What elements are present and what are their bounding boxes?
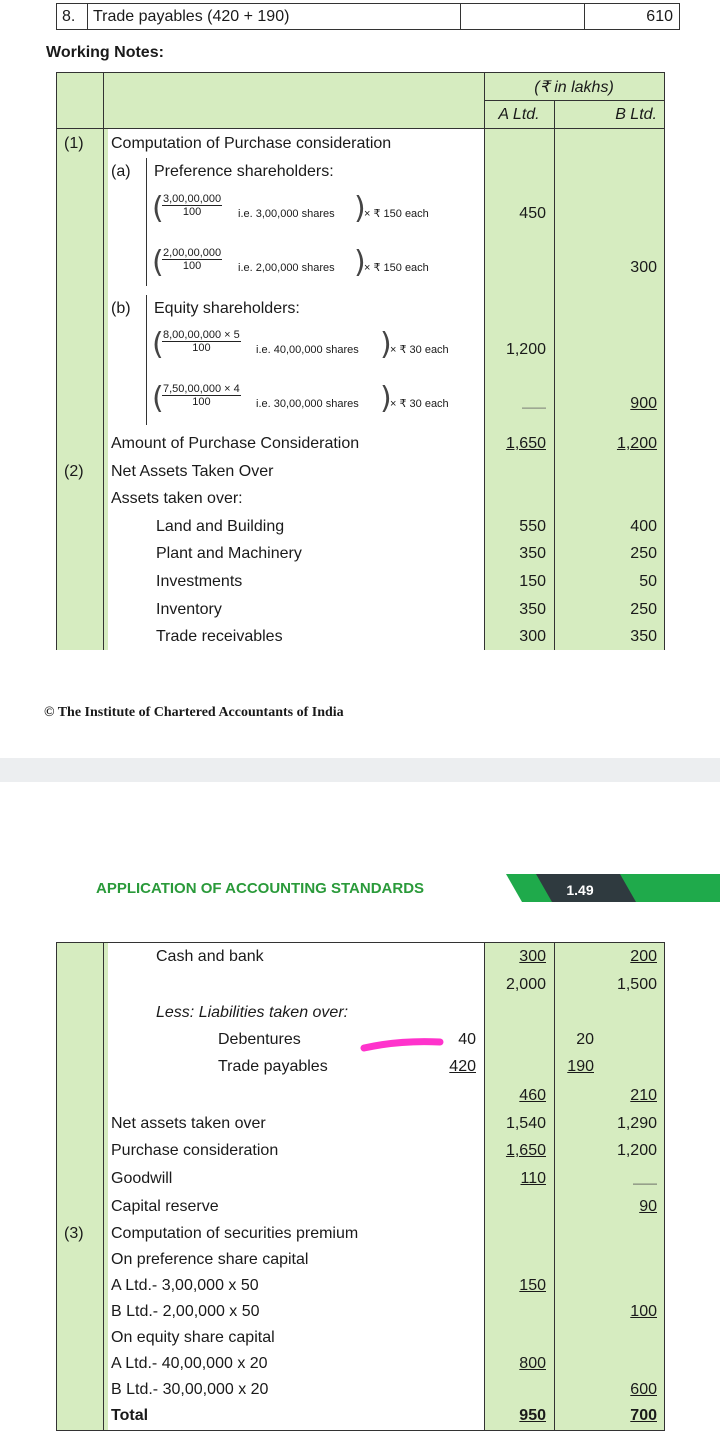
rule (103, 72, 104, 650)
assets-total-a: 2,000 (505, 976, 546, 993)
copyright-footer: © The Institute of Chartered Accountants of India (44, 705, 344, 720)
rule (484, 72, 485, 650)
equity-a-value: 800 (519, 1355, 546, 1372)
note-title: Computation of Purchase consideration (111, 135, 392, 152)
asset-a: 350 (519, 601, 546, 618)
amount-b: 900 (630, 395, 657, 412)
asset-b: 400 (630, 518, 657, 535)
net-assets-a: 1,540 (505, 1115, 546, 1132)
row-number: 8. (62, 8, 76, 25)
rule (56, 1430, 664, 1431)
asset-a: 350 (519, 545, 546, 562)
equity-heading: On equity share capital (111, 1329, 275, 1346)
rule (87, 3, 88, 30)
asset-b: 250 (630, 545, 657, 562)
shares-text: i.e. 3,00,000 shares (238, 208, 335, 220)
asset-label: Inventory (156, 601, 222, 618)
net-assets-label: Net assets taken over (111, 1115, 266, 1132)
less-liabilities-label: Less: Liabilities taken over: (156, 1004, 349, 1021)
amount-a-dash: —— (522, 400, 546, 414)
trade-payables-label: Trade payables (218, 1058, 328, 1075)
pref-a-value: 150 (519, 1277, 546, 1294)
multiplier: × ₹ 30 each (390, 344, 449, 356)
rule (146, 158, 147, 286)
rule (146, 295, 147, 425)
sub-title: Assets taken over: (111, 490, 243, 507)
open-paren: ( (152, 191, 164, 226)
row-value: 610 (646, 8, 673, 25)
sub-title: Preference shareholders: (154, 163, 334, 180)
purchase-consideration-b: 1,200 (616, 1142, 657, 1159)
trade-payables-b: 190 (567, 1058, 594, 1075)
asset-a: 300 (519, 628, 546, 645)
total-a: 950 (519, 1407, 546, 1424)
numerator: 3,00,00,000 (163, 193, 222, 205)
denominator: 100 (192, 342, 211, 354)
amount-a: 450 (519, 205, 546, 222)
shares-text: i.e. 30,00,000 shares (256, 398, 359, 410)
denominator: 100 (192, 396, 211, 408)
rule (56, 128, 664, 129)
goodwill-a: 110 (520, 1170, 546, 1187)
sub-label: (a) (111, 163, 131, 180)
fraction (162, 193, 222, 218)
rule (484, 100, 664, 101)
multiplier: × ₹ 150 each (364, 262, 429, 274)
rule (460, 3, 461, 30)
unit-label: (₹ in lakhs) (534, 79, 614, 96)
rule (103, 942, 104, 1431)
open-paren: ( (152, 245, 164, 280)
close-paren: ) (380, 327, 392, 362)
amount-b: 300 (630, 259, 657, 276)
total-b: 700 (630, 1407, 657, 1424)
asset-b: 50 (639, 573, 657, 590)
debentures-label: Debentures (218, 1031, 301, 1048)
fraction (162, 383, 241, 408)
goodwill-label: Goodwill (111, 1170, 173, 1187)
asset-label: Land and Building (156, 518, 285, 535)
total-label: Total (111, 1407, 149, 1424)
col-b-header: B Ltd. (615, 106, 657, 123)
rule (584, 3, 585, 30)
liabilities-a: 460 (519, 1087, 546, 1104)
total-b: 1,200 (616, 435, 657, 452)
asset-label: Investments (156, 573, 243, 590)
fraction (162, 247, 222, 272)
asset-label: Plant and Machinery (156, 545, 302, 562)
capital-reserve-label: Capital reserve (111, 1198, 219, 1215)
equity-b-label: B Ltd.- 30,00,000 x 20 (111, 1381, 269, 1398)
cash-b: 200 (630, 948, 657, 965)
assets-total-b: 1,500 (616, 976, 657, 993)
liabilities-b: 210 (630, 1087, 657, 1104)
sub-title: Equity shareholders: (154, 300, 300, 317)
rule (56, 29, 680, 30)
numerator: 2,00,00,000 (163, 247, 222, 259)
rule (56, 72, 57, 650)
highlighter-mark (360, 1036, 444, 1054)
trade-payables-a: 420 (449, 1058, 476, 1075)
multiplier: × ₹ 30 each (390, 398, 449, 410)
purchase-consideration-a: 1,650 (505, 1142, 546, 1159)
col-bg (56, 942, 108, 1431)
denominator: 100 (182, 206, 202, 218)
equity-a-label: A Ltd.- 40,00,000 x 20 (111, 1355, 268, 1372)
page-number: 1.49 (566, 882, 594, 898)
pref-b-value: 100 (630, 1303, 657, 1320)
rule (554, 942, 555, 1431)
asset-a: 550 (519, 518, 546, 535)
multiplier: × ₹ 150 each (364, 208, 429, 220)
asset-b: 250 (630, 601, 657, 618)
total-a: 1,650 (505, 435, 546, 452)
asset-label: Trade receivables (156, 628, 283, 645)
rule (56, 3, 57, 30)
rule (664, 942, 665, 1431)
asset-b: 350 (630, 628, 657, 645)
note-title: Computation of securities premium (111, 1225, 359, 1242)
cash-a: 300 (519, 948, 546, 965)
pref-a-label: A Ltd.- 3,00,000 x 50 (111, 1277, 259, 1294)
amount-a: 1,200 (505, 341, 546, 358)
denominator: 100 (182, 260, 202, 272)
rule (56, 72, 664, 73)
capital-reserve-b: 90 (639, 1198, 657, 1215)
rule (679, 3, 680, 30)
open-paren: ( (152, 381, 164, 416)
shares-text: i.e. 2,00,000 shares (238, 262, 335, 274)
open-paren: ( (152, 327, 164, 362)
pref-b-label: B Ltd.- 2,00,000 x 50 (111, 1303, 260, 1320)
rule (554, 100, 555, 650)
row-label: Trade payables (420 + 190) (93, 8, 290, 25)
rule (664, 72, 665, 650)
equity-b-value: 600 (630, 1381, 657, 1398)
shares-text: i.e. 40,00,000 shares (256, 344, 359, 356)
numerator: 8,00,00,000 × 5 (163, 329, 240, 341)
purchase-consideration-label: Purchase consideration (111, 1142, 279, 1159)
rule (56, 3, 680, 4)
col-a-header: A Ltd. (498, 106, 540, 123)
close-paren: ) (354, 245, 366, 280)
fraction (162, 329, 241, 354)
running-header-title: APPLICATION OF ACCOUNTING STANDARDS (96, 880, 425, 897)
goodwill-b: —— (633, 1176, 657, 1190)
asset-a: 150 (519, 573, 546, 590)
note-title: Net Assets Taken Over (111, 463, 274, 480)
cash-label: Cash and bank (156, 948, 264, 965)
pref-heading: On preference share capital (111, 1251, 309, 1268)
note-number: (3) (64, 1225, 84, 1242)
note-number: (2) (64, 463, 84, 480)
debentures-a: 40 (458, 1031, 476, 1048)
rule (56, 942, 664, 943)
debentures-b: 20 (576, 1031, 594, 1048)
page-gap (0, 758, 720, 782)
note-number: (1) (64, 135, 84, 152)
working-notes-heading: Working Notes: (46, 44, 164, 61)
net-assets-b: 1,290 (616, 1115, 657, 1132)
rule (56, 942, 57, 1431)
col-bg (56, 72, 108, 650)
amount-bg (484, 72, 664, 650)
numerator: 7,50,00,000 × 4 (163, 383, 240, 395)
sub-label: (b) (111, 300, 131, 317)
close-paren: ) (380, 381, 392, 416)
close-paren: ) (354, 191, 366, 226)
header-bg (108, 72, 484, 128)
total-label: Amount of Purchase Consideration (111, 435, 360, 452)
